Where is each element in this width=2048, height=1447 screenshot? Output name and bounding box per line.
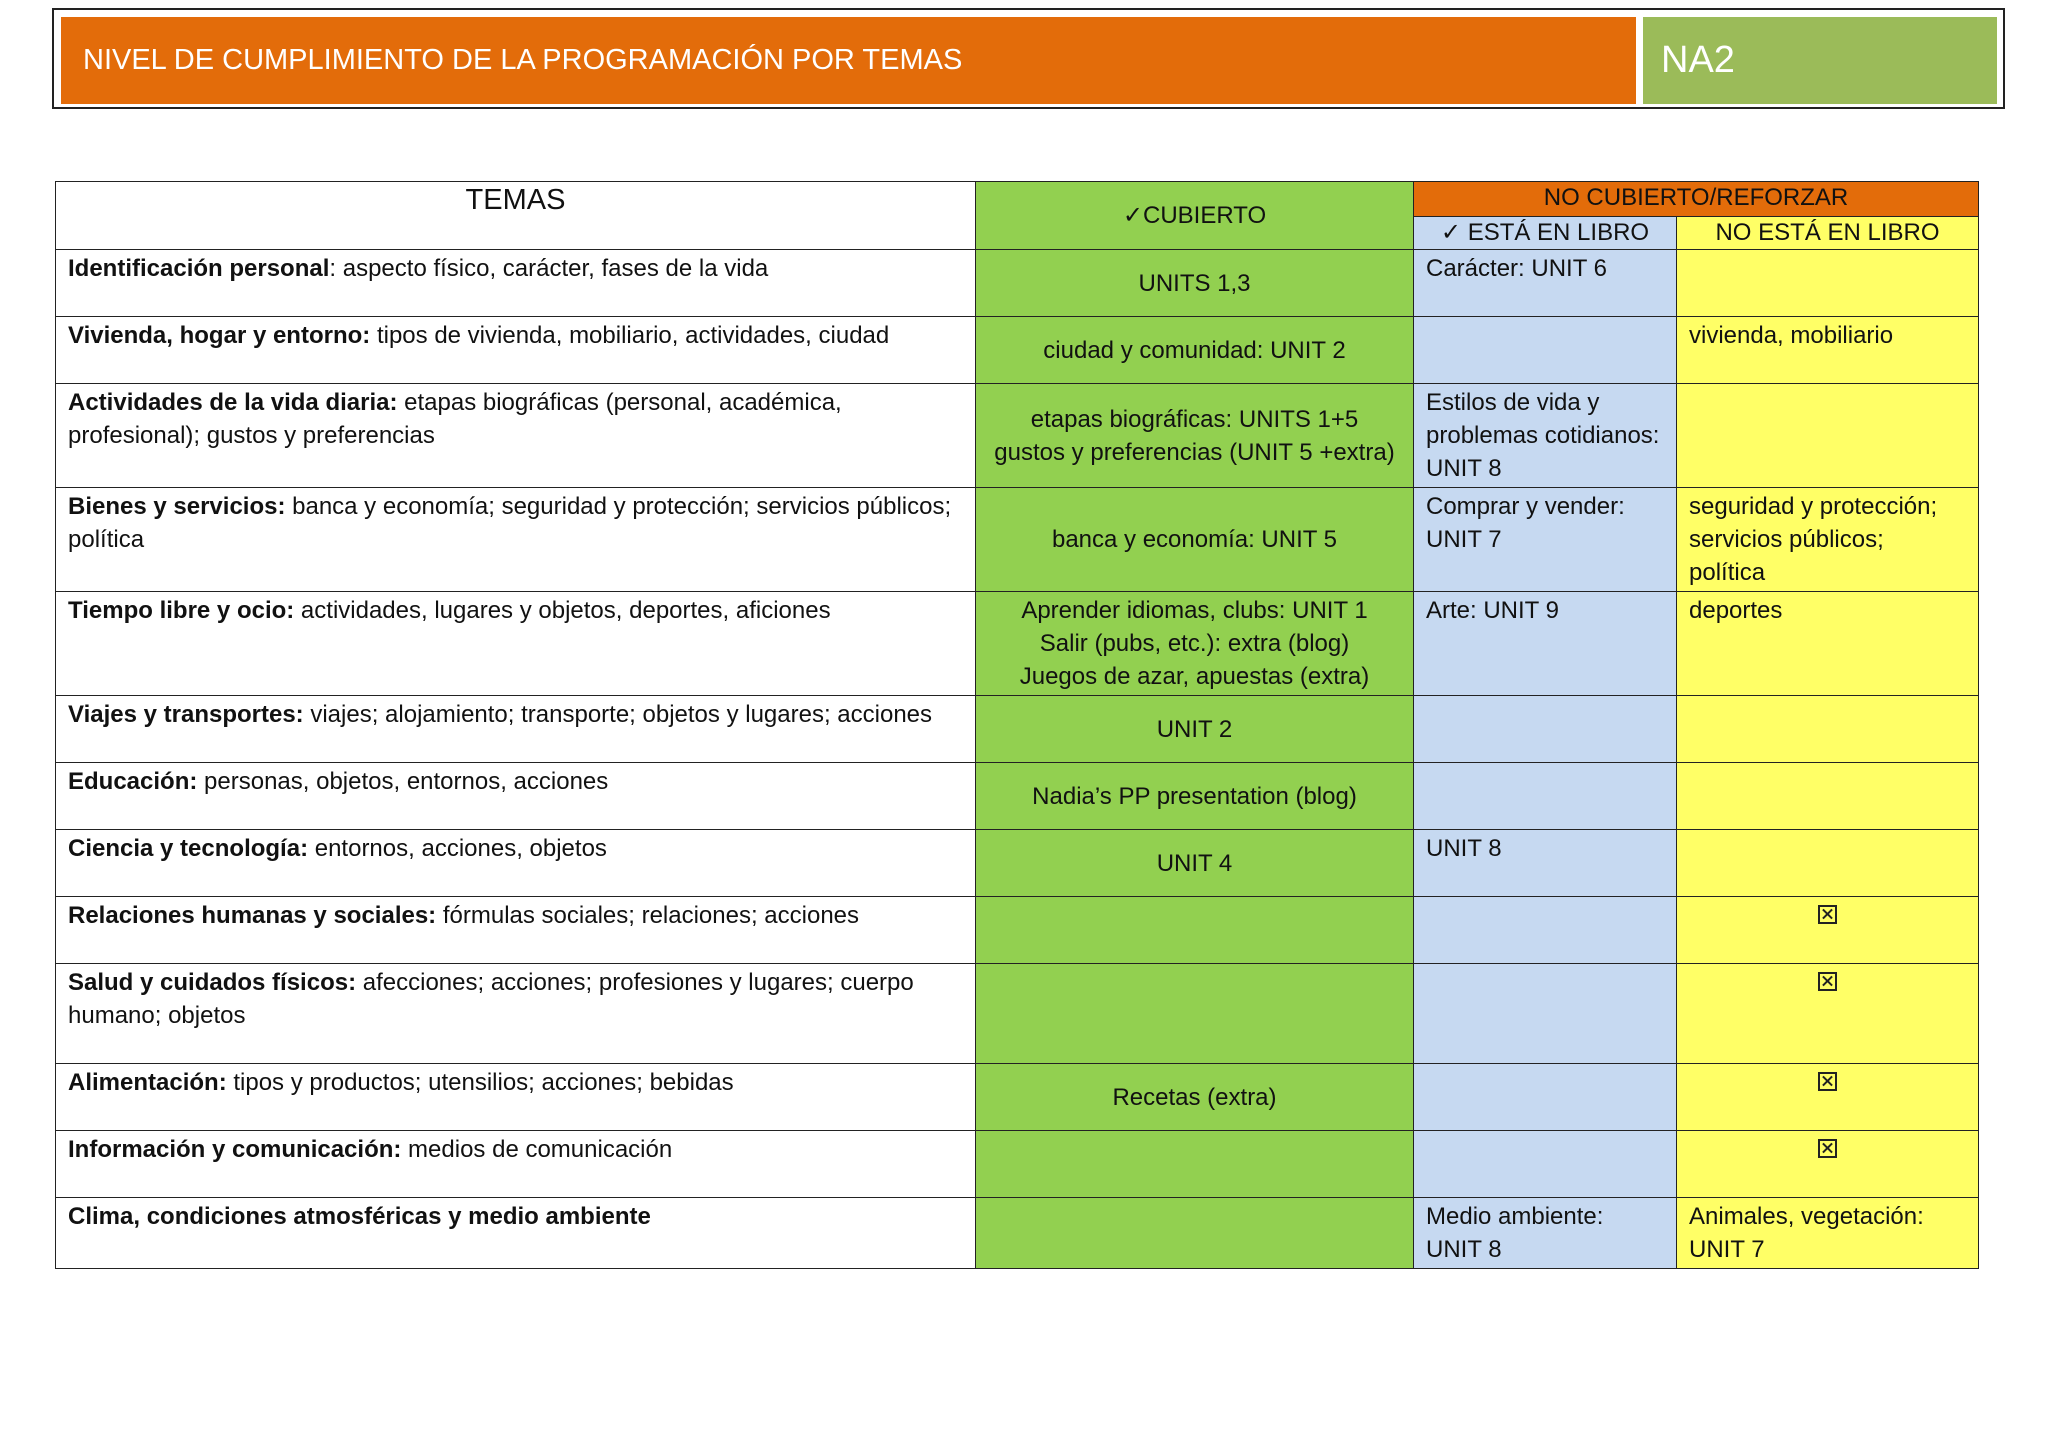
table-row xyxy=(56,488,1979,592)
tema-title: Información y comunicación: xyxy=(68,1136,402,1163)
no-esta-en-libro-cell xyxy=(1677,250,1979,317)
no-esta-en-libro-cell xyxy=(1677,830,1979,897)
cubierto-cell xyxy=(976,763,1414,830)
level-code: NA2 xyxy=(1643,17,1997,104)
tema-title: Educación: xyxy=(68,768,198,795)
cubierto-line: ciudad y comunidad: UNIT 2 xyxy=(1043,336,1346,364)
tema-title: Vivienda, hogar y entorno: xyxy=(68,322,371,349)
no-esta-en-libro-cell: deportes xyxy=(1677,592,1979,696)
table-row xyxy=(56,897,1979,964)
table-row xyxy=(56,1198,1979,1269)
tema-description: entornos, acciones, objetos xyxy=(308,835,607,862)
tema-title: Ciencia y tecnología: xyxy=(68,835,309,862)
tema-description: tipos de vivienda, mobiliario, actividades, ciudad xyxy=(370,322,890,349)
cubierto-cell xyxy=(976,897,1414,964)
check-icon: ✓ xyxy=(1440,218,1462,246)
tema-cell xyxy=(56,696,976,763)
no-esta-en-libro-cell xyxy=(1677,1064,1979,1131)
header-cubierto xyxy=(976,182,1414,250)
tema-cell xyxy=(56,964,976,1064)
no-esta-en-libro-cell xyxy=(1677,696,1979,763)
tema-cell xyxy=(56,1064,976,1131)
tema-description: tipos y productos; utensilios; acciones; bebidas xyxy=(226,1069,734,1096)
x-box-icon xyxy=(1818,905,1837,924)
cubierto-line: UNIT 2 xyxy=(1156,715,1233,743)
tema-title: Identificación personal xyxy=(68,255,330,282)
header-no-esta-en-libro: NO ESTÁ EN LIBRO xyxy=(1677,217,1979,250)
tema-title: Salud y cuidados físicos: xyxy=(68,969,357,996)
cubierto-cell xyxy=(976,964,1414,1064)
cubierto-line: Aprender idiomas, clubs: UNIT 1 xyxy=(1021,597,1368,624)
cubierto-cell xyxy=(976,696,1414,763)
tema-cell xyxy=(56,488,976,592)
cubierto-line: Recetas (extra) xyxy=(1112,1083,1277,1111)
tema-description: medios de comunicación xyxy=(401,1136,673,1163)
cubierto-line: Salir (pubs, etc.): extra (blog) xyxy=(1039,630,1350,657)
table-row xyxy=(56,1064,1979,1131)
tema-title: Bienes y servicios: xyxy=(68,493,286,520)
tema-cell xyxy=(56,763,976,830)
esta-en-libro-cell xyxy=(1414,964,1677,1064)
no-esta-en-libro-cell: Animales, vegetación: UNIT 7 xyxy=(1677,1198,1979,1269)
cubierto-line: banca y economía: UNIT 5 xyxy=(1051,526,1338,553)
esta-en-libro-cell: Medio ambiente: UNIT 8 xyxy=(1414,1198,1677,1269)
cubierto-cell xyxy=(976,1064,1414,1131)
table-row xyxy=(56,964,1979,1064)
tema-cell xyxy=(56,1198,976,1269)
header-esta-label: ESTÁ EN LIBRO xyxy=(1467,219,1650,246)
header-cubierto-label: CUBIERTO xyxy=(1142,202,1267,229)
esta-en-libro-cell: Arte: UNIT 9 xyxy=(1414,592,1677,696)
esta-en-libro-cell: UNIT 8 xyxy=(1414,830,1677,897)
no-esta-en-libro-cell: vivienda, mobiliario xyxy=(1677,317,1979,384)
tema-cell xyxy=(56,897,976,964)
tema-title: Alimentación: xyxy=(68,1069,227,1096)
cubierto-cell xyxy=(976,592,1414,696)
tema-cell xyxy=(56,592,976,696)
tema-title: Actividades de la vida diaria: xyxy=(68,389,398,416)
x-box-icon xyxy=(1818,972,1837,991)
esta-en-libro-cell: Carácter: UNIT 6 xyxy=(1414,250,1677,317)
tema-description: etapas biográficas (personal, académica, profesional); gustos y preferencias xyxy=(68,389,842,449)
table-row xyxy=(56,830,1979,897)
header-temas: TEMAS xyxy=(56,182,976,250)
esta-en-libro-cell xyxy=(1414,1131,1677,1198)
tema-title: Viajes y transportes: xyxy=(68,701,304,728)
cubierto-line: etapas biográficas: UNITS 1+5 xyxy=(1030,405,1359,433)
cubierto-cell xyxy=(976,830,1414,897)
no-esta-en-libro-cell: seguridad y protección; servicios públicos; política xyxy=(1677,488,1979,592)
tema-description: personas, objetos, entornos, acciones xyxy=(197,768,609,795)
tema-title: Clima, condiciones atmosféricas y medio ambiente xyxy=(68,1203,651,1230)
header-no-cubierto: NO CUBIERTO/REFORZAR xyxy=(1414,182,1979,217)
table-row xyxy=(56,384,1979,488)
no-esta-en-libro-cell xyxy=(1677,897,1979,964)
cubierto-cell xyxy=(976,250,1414,317)
tema-description: banca y economía; seguridad y protección; servicios públicos; política xyxy=(68,493,952,553)
no-esta-en-libro-cell xyxy=(1677,1131,1979,1198)
esta-en-libro-cell xyxy=(1414,763,1677,830)
tema-description: actividades, lugares y objetos, deportes, aficiones xyxy=(294,597,831,624)
esta-en-libro-cell xyxy=(1414,1064,1677,1131)
tema-title: Relaciones humanas y sociales: xyxy=(68,902,437,929)
header-esta-en-libro xyxy=(1414,217,1677,250)
page-title: NIVEL DE CUMPLIMIENTO DE LA PROGRAMACIÓN POR TEMAS xyxy=(61,17,1636,104)
cubierto-line: UNITS 1,3 xyxy=(1138,269,1251,297)
cubierto-line: gustos y preferencias (UNIT 5 +extra) xyxy=(994,438,1395,466)
table-row xyxy=(56,763,1979,830)
table-row xyxy=(56,1131,1979,1198)
esta-en-libro-cell xyxy=(1414,897,1677,964)
cubierto-line: UNIT 4 xyxy=(1156,849,1233,877)
esta-en-libro-cell: Comprar y vender: UNIT 7 xyxy=(1414,488,1677,592)
esta-en-libro-cell: Estilos de vida y problemas cotidianos: UNIT 8 xyxy=(1414,384,1677,488)
no-esta-en-libro-cell xyxy=(1677,384,1979,488)
tema-cell xyxy=(56,384,976,488)
no-esta-en-libro-cell xyxy=(1677,763,1979,830)
cubierto-cell xyxy=(976,1131,1414,1198)
tema-description: viajes; alojamiento; transporte; objetos y lugares; acciones xyxy=(303,701,933,728)
cubierto-cell xyxy=(976,1198,1414,1269)
tema-description: afecciones; acciones; profesiones y lugares; cuerpo humano; objetos xyxy=(68,969,914,1029)
tema-cell xyxy=(56,317,976,384)
tema-description: fórmulas sociales; relaciones; acciones xyxy=(436,902,860,929)
tema-cell xyxy=(56,250,976,317)
cubierto-cell xyxy=(976,317,1414,384)
x-box-icon xyxy=(1818,1139,1837,1158)
page-header xyxy=(52,8,2005,109)
cubierto-cell xyxy=(976,384,1414,488)
cubierto-cell xyxy=(976,488,1414,592)
tema-cell xyxy=(56,1131,976,1198)
esta-en-libro-cell xyxy=(1414,317,1677,384)
tema-cell xyxy=(56,830,976,897)
table-row xyxy=(56,250,1979,317)
esta-en-libro-cell xyxy=(1414,696,1677,763)
table-row xyxy=(56,317,1979,384)
no-esta-en-libro-cell xyxy=(1677,964,1979,1064)
table-row xyxy=(56,696,1979,763)
tema-description: : aspecto físico, carácter, fases de la vida xyxy=(329,255,769,282)
cubierto-line: Nadia’s PP presentation (blog) xyxy=(1032,782,1357,810)
topics-table xyxy=(55,181,1979,1269)
check-icon: ✓ xyxy=(1122,201,1143,229)
table-row xyxy=(56,592,1979,696)
x-box-icon xyxy=(1818,1072,1837,1091)
cubierto-line: Juegos de azar, apuestas (extra) xyxy=(1019,663,1370,690)
tema-title: Tiempo libre y ocio: xyxy=(68,597,295,624)
